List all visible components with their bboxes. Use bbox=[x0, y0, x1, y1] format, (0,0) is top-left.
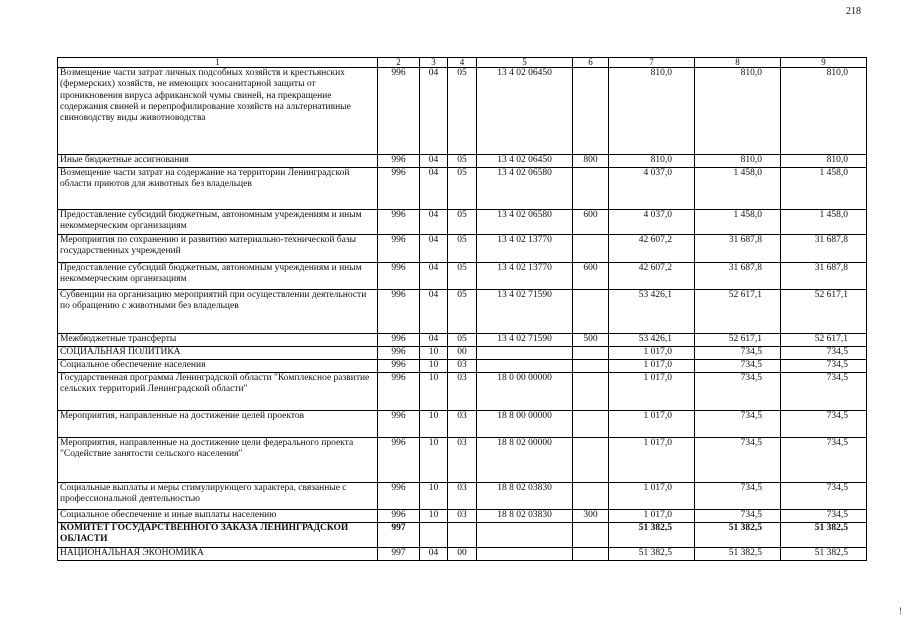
amount-col7: 53 426,1 bbox=[609, 334, 695, 347]
amount-col7: 53 426,1 bbox=[609, 290, 695, 334]
chapter-code: 996 bbox=[378, 334, 420, 347]
section-code: 10 bbox=[420, 438, 448, 483]
expense-type bbox=[573, 411, 609, 438]
expense-type bbox=[573, 290, 609, 334]
target-article: 13 4 02 13770 bbox=[477, 235, 573, 263]
expense-type: 800 bbox=[573, 155, 609, 168]
chapter-code: 996 bbox=[378, 347, 420, 360]
table-row bbox=[58, 210, 867, 235]
subsection-code: 03 bbox=[448, 510, 477, 523]
subsection-code: 03 bbox=[448, 373, 477, 411]
header-cell: 5 bbox=[477, 58, 573, 68]
table-row bbox=[58, 373, 867, 411]
amount-col9: 1 458,0 bbox=[781, 168, 867, 210]
chapter-code: 996 bbox=[378, 411, 420, 438]
target-article: 18 8 02 03830 bbox=[477, 483, 573, 510]
subsection-code: 05 bbox=[448, 235, 477, 263]
amount-col9: 51 382,5 bbox=[781, 523, 867, 548]
row-name: Иные бюджетные ассигнования bbox=[58, 155, 378, 168]
amount-col7: 42 607,2 bbox=[609, 263, 695, 290]
amount-col7: 4 037,0 bbox=[609, 210, 695, 235]
section-code: 04 bbox=[420, 334, 448, 347]
target-article: 13 4 02 71590 bbox=[477, 290, 573, 334]
row-name: Предоставление субсидий бюджетным, автономным учреждениям и иным некоммерческим организациям bbox=[58, 263, 378, 290]
section-code: 10 bbox=[420, 411, 448, 438]
target-article bbox=[477, 523, 573, 548]
amount-col7: 1 017,0 bbox=[609, 360, 695, 373]
chapter-code: 996 bbox=[378, 168, 420, 210]
chapter-code: 996 bbox=[378, 373, 420, 411]
amount-col7: 51 382,5 bbox=[609, 548, 695, 561]
chapter-code: 997 bbox=[378, 548, 420, 561]
expense-type bbox=[573, 548, 609, 561]
row-name: НАЦИОНАЛЬНАЯ ЭКОНОМИКА bbox=[58, 548, 378, 561]
section-code: 10 bbox=[420, 483, 448, 510]
expense-type: 500 bbox=[573, 334, 609, 347]
table-row bbox=[58, 235, 867, 263]
target-article: 13 4 02 06450 bbox=[477, 155, 573, 168]
row-name: Государственная программа Ленинградской области "Комплексное развитие сельских территорий Ленинградской области" bbox=[58, 373, 378, 411]
row-name: Социальное обеспечение и иные выплаты населению bbox=[58, 510, 378, 523]
amount-col8: 52 617,1 bbox=[695, 290, 781, 334]
chapter-code: 996 bbox=[378, 210, 420, 235]
header-cell: 3 bbox=[420, 58, 448, 68]
amount-col8: 31 687,8 bbox=[695, 263, 781, 290]
amount-col8: 51 382,5 bbox=[695, 523, 781, 548]
amount-col7: 1 017,0 bbox=[609, 510, 695, 523]
amount-col9: 52 617,1 bbox=[781, 290, 867, 334]
amount-col9: 51 382,5 bbox=[781, 548, 867, 561]
amount-col8: 734,5 bbox=[695, 411, 781, 438]
target-article: 13 4 02 06580 bbox=[477, 210, 573, 235]
subsection-code: 05 bbox=[448, 334, 477, 347]
amount-col7: 810,0 bbox=[609, 155, 695, 168]
table-row bbox=[58, 548, 867, 561]
amount-col7: 4 037,0 bbox=[609, 168, 695, 210]
table-row bbox=[58, 438, 867, 483]
section-code: 10 bbox=[420, 360, 448, 373]
amount-col8: 52 617,1 bbox=[695, 334, 781, 347]
section-code: 10 bbox=[420, 347, 448, 360]
expense-type: 600 bbox=[573, 210, 609, 235]
target-article: 13 4 02 06450 bbox=[477, 68, 573, 155]
amount-col9: 734,5 bbox=[781, 411, 867, 438]
table-row bbox=[58, 155, 867, 168]
header-cell: 8 bbox=[695, 58, 781, 68]
header-cell: 1 bbox=[58, 58, 378, 68]
expense-type bbox=[573, 235, 609, 263]
chapter-code: 997 bbox=[378, 523, 420, 548]
row-name: Субвенции на организацию мероприятий при осуществлении деятельности по обращению с животными без владельцев bbox=[58, 290, 378, 334]
section-code: 04 bbox=[420, 155, 448, 168]
expense-type bbox=[573, 523, 609, 548]
page-number: 218 bbox=[846, 6, 861, 17]
amount-col8: 810,0 bbox=[695, 68, 781, 155]
amount-col7: 1 017,0 bbox=[609, 483, 695, 510]
amount-col7: 1 017,0 bbox=[609, 373, 695, 411]
target-article bbox=[477, 347, 573, 360]
amount-col9: 734,5 bbox=[781, 510, 867, 523]
section-code bbox=[420, 523, 448, 548]
expense-type: 600 bbox=[573, 263, 609, 290]
amount-col9: 734,5 bbox=[781, 360, 867, 373]
table-row bbox=[58, 168, 867, 210]
amount-col8: 734,5 bbox=[695, 483, 781, 510]
section-code: 04 bbox=[420, 168, 448, 210]
target-article bbox=[477, 548, 573, 561]
chapter-code: 996 bbox=[378, 235, 420, 263]
table-row bbox=[58, 360, 867, 373]
row-name: Возмещение части затрат на содержание на территории Ленинградской области приютов для животных без владельцев bbox=[58, 168, 378, 210]
section-code: 10 bbox=[420, 373, 448, 411]
chapter-code: 996 bbox=[378, 68, 420, 155]
amount-col9: 31 687,8 bbox=[781, 235, 867, 263]
row-name: СОЦИАЛЬНАЯ ПОЛИТИКА bbox=[58, 347, 378, 360]
table-row bbox=[58, 483, 867, 510]
subsection-code: 03 bbox=[448, 483, 477, 510]
subsection-code: 03 bbox=[448, 360, 477, 373]
expense-type bbox=[573, 438, 609, 483]
section-code: 04 bbox=[420, 290, 448, 334]
subsection-code: 05 bbox=[448, 155, 477, 168]
chapter-code: 996 bbox=[378, 510, 420, 523]
subsection-code: 03 bbox=[448, 438, 477, 483]
amount-col9: 31 687,8 bbox=[781, 263, 867, 290]
subsection-code: 00 bbox=[448, 548, 477, 561]
target-article: 13 4 02 13770 bbox=[477, 263, 573, 290]
subsection-code: 05 bbox=[448, 168, 477, 210]
amount-col7: 42 607,2 bbox=[609, 235, 695, 263]
amount-col8: 734,5 bbox=[695, 438, 781, 483]
header-cell: 7 bbox=[609, 58, 695, 68]
header-cell: 9 bbox=[781, 58, 867, 68]
amount-col7: 810,0 bbox=[609, 68, 695, 155]
row-name: Предоставление субсидий бюджетным, автономным учреждениям и иным некоммерческим организациям bbox=[58, 210, 378, 235]
section-code: 04 bbox=[420, 210, 448, 235]
subsection-code: 05 bbox=[448, 290, 477, 334]
row-name: Социальное обеспечение населения bbox=[58, 360, 378, 373]
row-name: Возмещение части затрат личных подсобных хозяйств и крестьянских (фермерских) хозяйств, не имеющих зоосанитарной защиты от проникновения вируса африканской чумы свиней, на прекращение содержания свиней и перепрофилирование хозяйств на альтернативные свиноводству виды животноводства bbox=[58, 68, 378, 155]
section-code: 04 bbox=[420, 68, 448, 155]
table-row bbox=[58, 263, 867, 290]
table-row bbox=[58, 334, 867, 347]
chapter-code: 996 bbox=[378, 360, 420, 373]
amount-col7: 1 017,0 bbox=[609, 438, 695, 483]
expense-type bbox=[573, 373, 609, 411]
amount-col9: 810,0 bbox=[781, 68, 867, 155]
row-name: Мероприятия по сохранению и развитию материально-технической базы государственных учреждений bbox=[58, 235, 378, 263]
expense-type bbox=[573, 483, 609, 510]
row-name: Межбюджетные трансферты bbox=[58, 334, 378, 347]
amount-col9: 1 458,0 bbox=[781, 210, 867, 235]
amount-col9: 734,5 bbox=[781, 347, 867, 360]
budget-table bbox=[57, 57, 867, 561]
amount-col8: 810,0 bbox=[695, 155, 781, 168]
expense-type bbox=[573, 347, 609, 360]
expense-type bbox=[573, 360, 609, 373]
margin-mark: ! bbox=[899, 606, 902, 616]
chapter-code: 996 bbox=[378, 483, 420, 510]
target-article: 13 4 02 06580 bbox=[477, 168, 573, 210]
table-body bbox=[58, 58, 867, 561]
target-article: 13 4 02 71590 bbox=[477, 334, 573, 347]
amount-col9: 52 617,1 bbox=[781, 334, 867, 347]
row-name: КОМИТЕТ ГОСУДАРСТВЕННОГО ЗАКАЗА ЛЕНИНГРАДСКОЙ ОБЛАСТИ bbox=[58, 523, 378, 548]
amount-col7: 1 017,0 bbox=[609, 411, 695, 438]
target-article bbox=[477, 360, 573, 373]
table-row bbox=[58, 290, 867, 334]
header-row bbox=[58, 58, 867, 68]
target-article: 18 8 00 00000 bbox=[477, 411, 573, 438]
chapter-code: 996 bbox=[378, 263, 420, 290]
subsection-code: 00 bbox=[448, 347, 477, 360]
subsection-code: 05 bbox=[448, 68, 477, 155]
amount-col7: 1 017,0 bbox=[609, 347, 695, 360]
amount-col8: 734,5 bbox=[695, 347, 781, 360]
header-cell: 4 bbox=[448, 58, 477, 68]
subsection-code: 03 bbox=[448, 411, 477, 438]
amount-col9: 810,0 bbox=[781, 155, 867, 168]
chapter-code: 996 bbox=[378, 438, 420, 483]
amount-col8: 51 382,5 bbox=[695, 548, 781, 561]
section-code: 04 bbox=[420, 548, 448, 561]
amount-col7: 51 382,5 bbox=[609, 523, 695, 548]
amount-col8: 734,5 bbox=[695, 373, 781, 411]
amount-col8: 734,5 bbox=[695, 360, 781, 373]
subsection-code: 05 bbox=[448, 210, 477, 235]
subsection-code bbox=[448, 523, 477, 548]
section-code: 10 bbox=[420, 510, 448, 523]
target-article: 18 8 02 00000 bbox=[477, 438, 573, 483]
amount-col9: 734,5 bbox=[781, 373, 867, 411]
target-article: 18 8 02 03830 bbox=[477, 510, 573, 523]
amount-col8: 31 687,8 bbox=[695, 235, 781, 263]
section-code: 04 bbox=[420, 235, 448, 263]
amount-col8: 734,5 bbox=[695, 510, 781, 523]
header-cell: 6 bbox=[573, 58, 609, 68]
expense-type bbox=[573, 68, 609, 155]
row-name: Социальные выплаты и меры стимулирующего характера, связанные с профессиональной деятельностью bbox=[58, 483, 378, 510]
amount-col9: 734,5 bbox=[781, 438, 867, 483]
header-cell: 2 bbox=[378, 58, 420, 68]
chapter-code: 996 bbox=[378, 155, 420, 168]
target-article: 18 0 00 00000 bbox=[477, 373, 573, 411]
table-row bbox=[58, 411, 867, 438]
section-code: 04 bbox=[420, 263, 448, 290]
chapter-code: 996 bbox=[378, 290, 420, 334]
row-name: Мероприятия, направленные на достижение целей проектов bbox=[58, 411, 378, 438]
amount-col8: 1 458,0 bbox=[695, 210, 781, 235]
subsection-code: 05 bbox=[448, 263, 477, 290]
expense-type bbox=[573, 168, 609, 210]
table-row bbox=[58, 510, 867, 523]
amount-col8: 1 458,0 bbox=[695, 168, 781, 210]
amount-col9: 734,5 bbox=[781, 483, 867, 510]
table-row bbox=[58, 347, 867, 360]
table-row bbox=[58, 523, 867, 548]
expense-type: 300 bbox=[573, 510, 609, 523]
row-name: Мероприятия, направленные на достижение цели федерального проекта "Содействие занятости сельского населения" bbox=[58, 438, 378, 483]
table-row bbox=[58, 68, 867, 155]
